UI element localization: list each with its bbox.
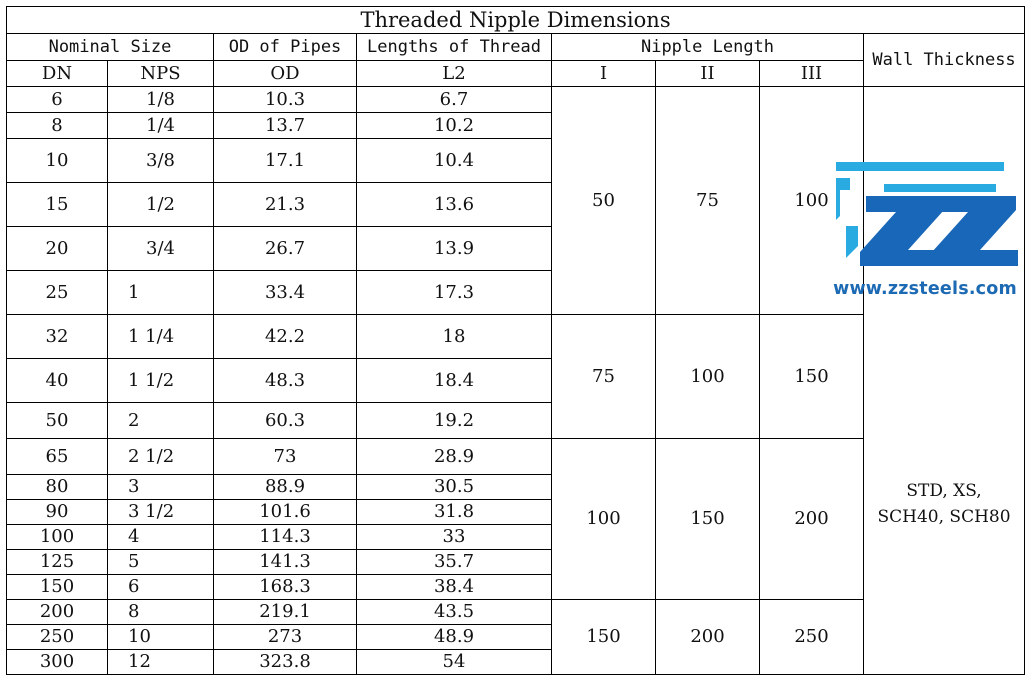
header-length-ii: II — [656, 61, 760, 87]
dn-cell: 10 — [7, 139, 108, 183]
nps-cell: 1/2 — [108, 183, 214, 227]
nipple-length-ii: 200 — [656, 600, 760, 675]
l2-cell: 18 — [357, 315, 552, 359]
dn-cell: 250 — [7, 625, 108, 650]
dn-cell: 25 — [7, 271, 108, 315]
dn-cell: 100 — [7, 525, 108, 550]
nps-cell: 1/8 — [108, 87, 214, 113]
dn-cell: 150 — [7, 575, 108, 600]
l2-cell: 28.9 — [357, 439, 552, 475]
l2-cell: 10.4 — [357, 139, 552, 183]
header-nps: NPS — [108, 61, 214, 87]
threaded-nipple-table — [6, 6, 1025, 675]
nipple-length-iii: 100 — [760, 87, 864, 315]
table-row — [7, 87, 1025, 113]
table-title: Threaded Nipple Dimensions — [7, 7, 1025, 34]
l2-cell: 6.7 — [357, 87, 552, 113]
dn-cell: 32 — [7, 315, 108, 359]
header-length-iii: III — [760, 61, 864, 87]
header-nominal-size: Nominal Size — [7, 34, 214, 61]
l2-cell: 17.3 — [357, 271, 552, 315]
nps-cell: 3/4 — [108, 227, 214, 271]
od-cell: 219.1 — [214, 600, 357, 625]
header-wall-thickness: Wall Thickness — [864, 34, 1025, 87]
l2-cell: 43.5 — [357, 600, 552, 625]
od-cell: 42.2 — [214, 315, 357, 359]
l2-cell: 38.4 — [357, 575, 552, 600]
l2-cell: 13.9 — [357, 227, 552, 271]
nps-cell: 8 — [108, 600, 214, 625]
nps-cell: 1/4 — [108, 113, 214, 139]
nipple-length-iii: 150 — [760, 315, 864, 439]
dn-cell: 65 — [7, 439, 108, 475]
od-cell: 323.8 — [214, 650, 357, 675]
l2-cell: 18.4 — [357, 359, 552, 403]
l2-cell: 30.5 — [357, 475, 552, 500]
nipple-length-ii: 150 — [656, 439, 760, 600]
nipple-length-i: 75 — [552, 315, 656, 439]
nps-cell: 1 — [108, 271, 214, 315]
nps-cell: 6 — [108, 575, 214, 600]
dn-cell: 20 — [7, 227, 108, 271]
od-cell: 10.3 — [214, 87, 357, 113]
l2-cell: 48.9 — [357, 625, 552, 650]
header-l2: L2 — [357, 61, 552, 87]
header-od: OD — [214, 61, 357, 87]
od-cell: 273 — [214, 625, 357, 650]
od-cell: 168.3 — [214, 575, 357, 600]
od-cell: 48.3 — [214, 359, 357, 403]
nipple-length-iii: 250 — [760, 600, 864, 675]
dn-cell: 80 — [7, 475, 108, 500]
l2-cell: 54 — [357, 650, 552, 675]
nps-cell: 2 1/2 — [108, 439, 214, 475]
od-cell: 88.9 — [214, 475, 357, 500]
dn-cell: 50 — [7, 403, 108, 439]
l2-cell: 31.8 — [357, 500, 552, 525]
l2-cell: 13.6 — [357, 183, 552, 227]
l2-cell: 10.2 — [357, 113, 552, 139]
l2-cell: 19.2 — [357, 403, 552, 439]
dn-cell: 300 — [7, 650, 108, 675]
nipple-length-ii: 75 — [656, 87, 760, 315]
od-cell: 141.3 — [214, 550, 357, 575]
dn-cell: 125 — [7, 550, 108, 575]
nps-cell: 12 — [108, 650, 214, 675]
od-cell: 101.6 — [214, 500, 357, 525]
header-dn: DN — [7, 61, 108, 87]
watermark-url: www.zzsteels.com — [833, 279, 1017, 299]
nipple-length-i: 100 — [552, 439, 656, 600]
l2-cell: 35.7 — [357, 550, 552, 575]
dn-cell: 15 — [7, 183, 108, 227]
dn-cell: 200 — [7, 600, 108, 625]
dn-cell: 8 — [7, 113, 108, 139]
od-cell: 17.1 — [214, 139, 357, 183]
header-length-i: I — [552, 61, 656, 87]
nps-cell: 3 1/2 — [108, 500, 214, 525]
nipple-length-iii: 200 — [760, 439, 864, 600]
header-od-of-pipes: OD of Pipes — [214, 34, 357, 61]
dn-cell: 90 — [7, 500, 108, 525]
header-lengths-of-thread: Lengths of Thread — [357, 34, 552, 61]
od-cell: 21.3 — [214, 183, 357, 227]
od-cell: 13.7 — [214, 113, 357, 139]
wall-thickness-line-1: STD, XS, — [906, 481, 982, 501]
nipple-length-i: 50 — [552, 87, 656, 315]
header-nipple-length: Nipple Length — [552, 34, 864, 61]
nps-cell: 3 — [108, 475, 214, 500]
l2-cell: 33 — [357, 525, 552, 550]
od-cell: 26.7 — [214, 227, 357, 271]
od-cell: 73 — [214, 439, 357, 475]
nps-cell: 4 — [108, 525, 214, 550]
nipple-length-i: 150 — [552, 600, 656, 675]
dn-cell: 6 — [7, 87, 108, 113]
nps-cell: 1 1/2 — [108, 359, 214, 403]
od-cell: 114.3 — [214, 525, 357, 550]
dn-cell: 40 — [7, 359, 108, 403]
wall-thickness-line-2: SCH40, SCH80 — [877, 506, 1011, 527]
nps-cell: 10 — [108, 625, 214, 650]
od-cell: 33.4 — [214, 271, 357, 315]
od-cell: 60.3 — [214, 403, 357, 439]
nps-cell: 3/8 — [108, 139, 214, 183]
nps-cell: 2 — [108, 403, 214, 439]
nps-cell: 1 1/4 — [108, 315, 214, 359]
nps-cell: 5 — [108, 550, 214, 575]
nipple-length-ii: 100 — [656, 315, 760, 439]
